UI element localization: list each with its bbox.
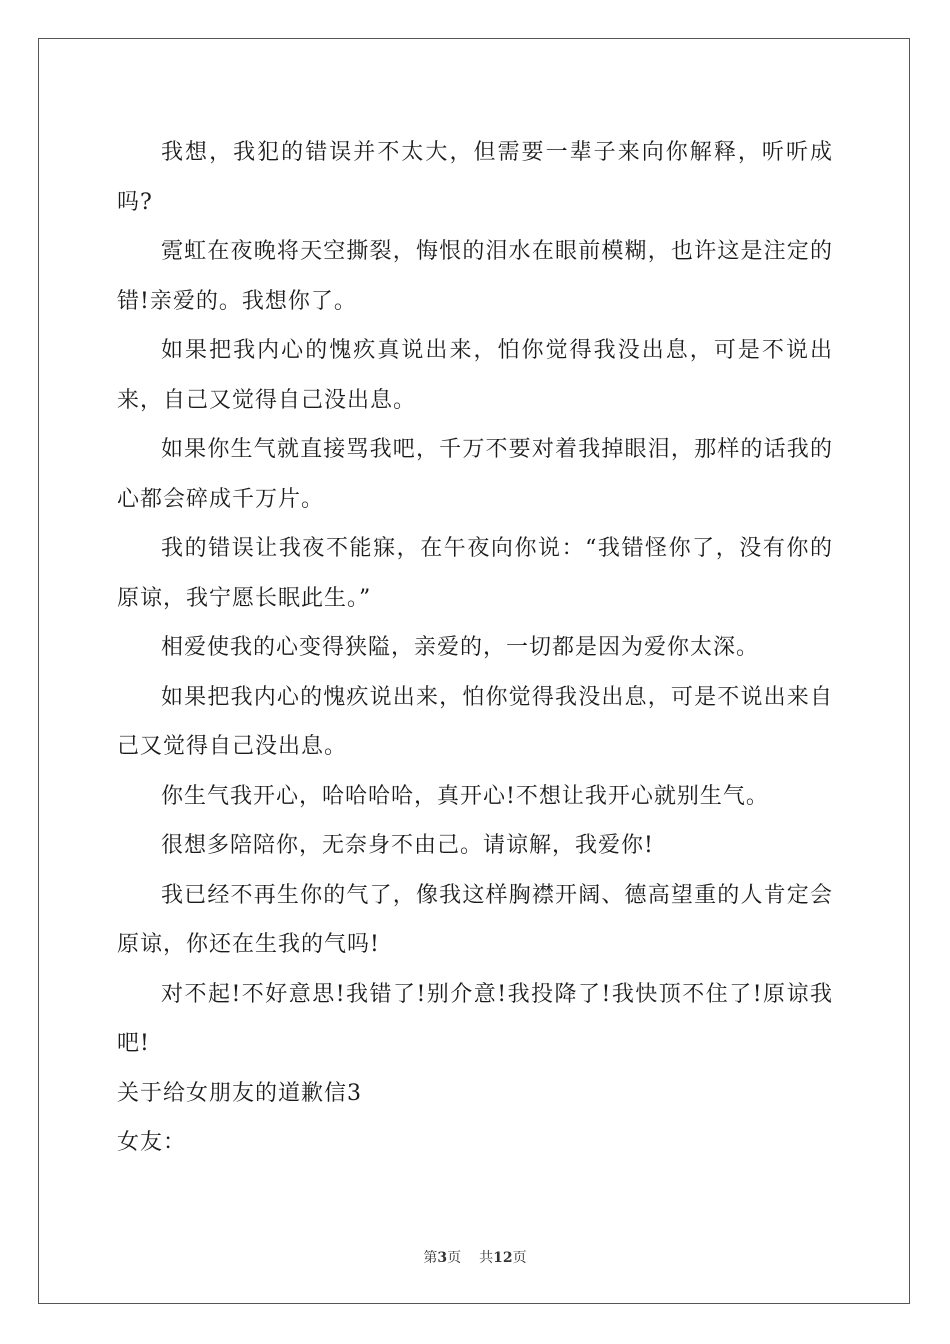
page-total: 12 xyxy=(493,1250,513,1266)
total-suffix: 页 xyxy=(512,1250,527,1266)
salutation: 女友： xyxy=(117,1130,187,1155)
paragraph: 相爱使我的心变得狭隘，亲爱的，一切都是因为爱你太深。 xyxy=(161,635,760,660)
page-prefix: 第 xyxy=(423,1250,438,1266)
page-suffix: 页 xyxy=(447,1250,462,1266)
section-title: 关于给女朋友的道歉信3 xyxy=(117,1080,362,1106)
total-prefix: 共 xyxy=(479,1250,494,1266)
paragraph: 如果你生气就直接骂我吧，千万不要对着我掉眼泪，那样的话我的心都会碎成千万片。 xyxy=(117,437,833,512)
paragraph: 我的错误让我夜不能寐，在午夜向你说：“我错怪你了，没有你的原谅，我宁愿长眠此生。” xyxy=(117,536,833,611)
page-current: 3 xyxy=(437,1250,448,1266)
paragraph: 对不起!不好意思!我错了!别介意!我投降了!我快顶不住了!原谅我吧! xyxy=(117,981,834,1056)
document-body xyxy=(117,128,833,1168)
paragraph: 如果把我内心的愧疚真说出来，怕你觉得我没出息，可是不说出来，自己又觉得自己没出息。 xyxy=(117,338,833,413)
page-footer xyxy=(0,1247,950,1267)
paragraph: 很想多陪陪你，无奈身不由己。请谅解，我爱你! xyxy=(161,833,654,858)
paragraph: 我想，我犯的错误并不太大，但需要一辈子来向你解释，听听成吗? xyxy=(117,140,833,215)
paragraph: 你生气我开心，哈哈哈哈，真开心!不想让我开心就别生气。 xyxy=(161,783,769,809)
paragraph: 霓虹在夜晚将天空撕裂，悔恨的泪水在眼前模糊，也许这是注定的错!亲爱的。我想你了。 xyxy=(117,239,833,314)
paragraph: 如果把我内心的愧疚说出来，怕你觉得我没出息，可是不说出来自己又觉得自己没出息。 xyxy=(117,684,833,759)
paragraph: 我已经不再生你的气了，像我这样胸襟开阔、德高望重的人肯定会原谅，你还在生我的气吗! xyxy=(117,882,833,957)
